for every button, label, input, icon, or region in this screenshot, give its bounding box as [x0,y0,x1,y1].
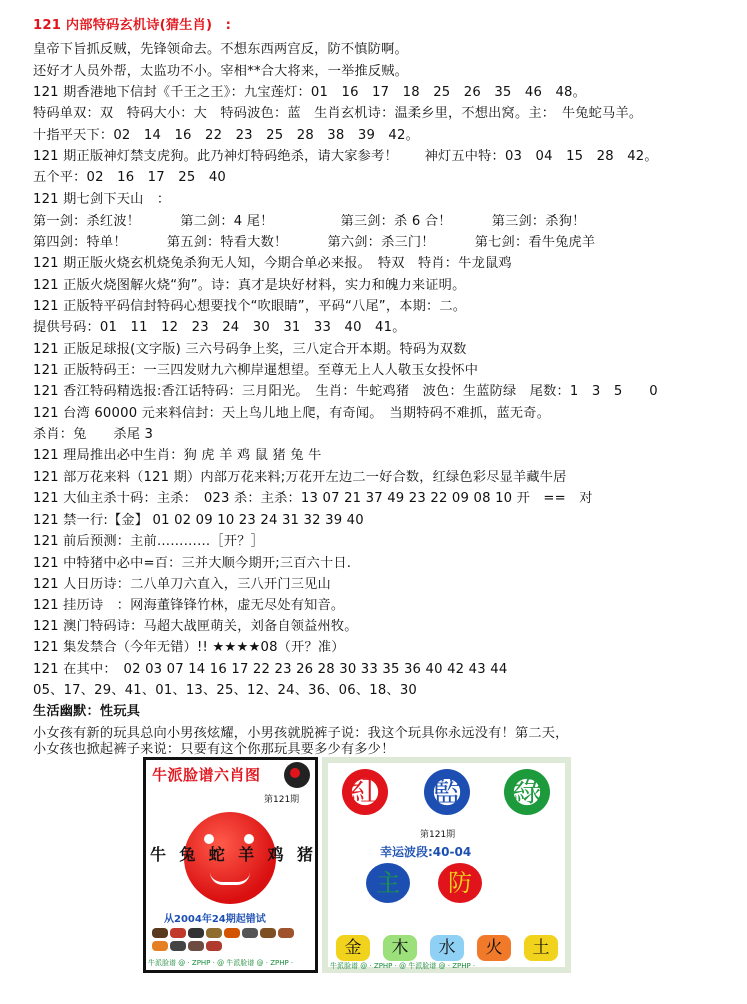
right-watermark: 牛派脸谱 @ · ZPHP · @ 牛派脸谱 @ · ZPHP · [330,962,476,970]
animal-icon [206,941,222,951]
text-line: 五个平：02 16 17 25 40 [33,170,227,185]
text-line: 121 禁一行:【金】 01 02 09 10 23 24 31 32 39 40 [33,513,364,528]
text-line: 提供号码：01 11 12 23 24 30 31 33 40 41。 [33,320,406,335]
red-wave-char: 紅 [342,769,388,815]
lucky-wave-label: 幸运波段:40-04 [380,845,472,859]
zodiac-char: 羊 [238,845,255,864]
ball-icon [284,762,310,788]
zodiac-face-image [143,757,318,973]
text-line: 121 期七剑下天山 ： [33,192,171,207]
text-line: 生活幽默：性玩具 [33,704,141,719]
text-line: 121 正版特平码信封特码心想要找个“吹眼睛”，平码“八尾”，本期：二。 [33,299,467,314]
elements-row [336,935,558,961]
animal-icons-row [152,928,310,952]
element-wood: 木 [383,935,417,961]
text-line: 121 集发禁合（今年无错）!! ★★★★08（开？准） [33,640,345,655]
left-watermark: 牛派脸谱 @ · ZPHP · @ 牛派脸谱 @ · ZPHP · [148,959,294,967]
left-image-header [146,760,315,790]
zodiac-char: 猪 [296,845,313,864]
animal-icon [152,941,168,951]
zodiac-char: 牛 [150,845,167,864]
animal-icon [278,928,294,938]
defense-char: 防 [438,863,482,903]
element-fire: 火 [477,935,511,961]
text-line: 还好才人员外帮，太监功不小。宰相**合大将来，一举推反贼。 [33,64,409,79]
text-line: 杀肖：兔 杀尾 3 [33,427,154,442]
text-line: 121 理局推出必中生肖：狗 虎 羊 鸡 鼠 猪 兔 牛 [33,448,322,463]
zodiac-char: 兔 [179,845,196,864]
text-line: 121 正版特码王：一三四发财九六柳岸暹想望。至尊无上人人敬玉女投怀中 [33,363,479,378]
animal-icon [170,928,186,938]
text-line: 121 期香港地下信封《千王之王》：九宝莲灯：01 16 17 18 25 26 35 46 48。 [33,85,587,100]
text-line: 小女孩有新的玩具总向小男孩炫耀，小男孩就脱裤子说：我这个玩具你永远没有！第二天， [33,726,569,741]
color-wave-image [322,757,571,973]
green-wave-char: 綠 [504,769,550,815]
animal-icon [206,928,222,938]
zodiac-char: 鸡 [267,845,284,864]
zodiac-row [150,842,313,865]
text-line: 121 澳门特码诗：马超大战匣萌关，刘备自领益州牧。 [33,619,358,634]
text-line: 121 期正版神灯禁支虎狗。此乃神灯特码绝杀，请大家参考！ 神灯五中特：03 04 15 28 42。 [33,149,658,164]
zodiac-char: 蛇 [208,845,225,864]
text-line: 121 内部特码玄机诗(猜生肖) : [33,18,232,33]
text-line: 121 大仙主杀十码：主杀： 023 杀：主杀：13 07 21 37 49 23 22 09 08 10 开 == 对 [33,491,593,506]
animal-icon [152,928,168,938]
element-water: 水 [430,935,464,961]
animal-icon [260,928,276,938]
text-line: 121 中特猪中必中=百：三并大顺今期开;三百六十日. [33,556,352,571]
text-line: 121 前后预测：主前…………［开？］ [33,534,264,549]
text-line: 121 台湾 60000 元来料信封：天上鸟儿地上爬，有奇闻。 当期特码不难抓，蓝无奇。 [33,406,551,421]
text-line: 121 正版足球报(文字版) 三六号码争上奖，三八定合开本期。特码为双数 [33,342,467,357]
element-gold: 金 [336,935,370,961]
blue-wave-char: 藍 [424,769,470,815]
main-char: 主 [366,863,410,903]
text-line: 121 期正版火烧玄机烧兔杀狗无人知，今期合单必来报。 特双 特肖：牛龙鼠鸡 [33,256,512,271]
text-line: 第四剑：特单！ 第五剑：特看大数！ 第六剑：杀三门！ 第七剑：看牛兔虎羊 [33,235,596,250]
right-image-issue: 第121期 [420,830,456,840]
animal-icon [170,941,186,951]
left-image-title: 牛派脸谱六肖图 [152,766,261,784]
text-line: 小女孩也掀起裤子来说：只要有这个你那玩具要多少有多少！ [33,742,395,758]
element-earth: 土 [524,935,558,961]
animal-icon [242,928,258,938]
animal-icon [188,928,204,938]
text-line: 121 正版火烧图解火烧“狗”。诗：真才是块好材料，实力和魄力来证明。 [33,278,466,293]
text-line: 第一剑：杀红波！ 第二剑：4 尾！ 第三剑：杀 6 合！ 第三剑：杀狗！ [33,214,586,229]
animal-icon [224,928,240,938]
text-line: 十指平天下：02 14 16 22 23 25 28 38 39 42。 [33,128,420,143]
text-line: 121 挂历诗 ：网海董锋锋竹林，虚无尽处有知音。 [33,598,345,613]
animal-icon [188,941,204,951]
text-line: 皇帝下旨抓反贼，先锋领命去。不想东西两宫反，防不慎防啊。 [33,42,408,57]
text-line: 121 在其中： 02 03 07 14 16 17 22 23 26 28 30 33 35 36 40 42 43 44 [33,662,508,677]
left-image-subtitle: 从2004年24期起错试 [164,914,266,925]
text-line: 121 香江特码精选报:香江话特码：三月阳光。 生肖：牛蛇鸡猪 波色：生蓝防绿 尾数：1 3 5 0 [33,384,658,399]
text-line: 121 部万花来料（121 期）内部万花来料;万花开左边二一好合数，红绿色彩尽显羊藏牛居 [33,470,567,485]
text-line: 特码单双：双 特码大小：大 特码波色：蓝 生肖玄机诗：温柔乡里，不想出窝。主： 牛兔蛇马羊。 [33,106,643,121]
text-line: 05、17、29、41、01、13、25、12、24、36、06、18、30 [33,683,417,698]
text-line: 121 人日历诗：二八单刀六直入，三八开门三见山 [33,577,331,592]
left-image-issue: 第121期 [264,795,300,805]
